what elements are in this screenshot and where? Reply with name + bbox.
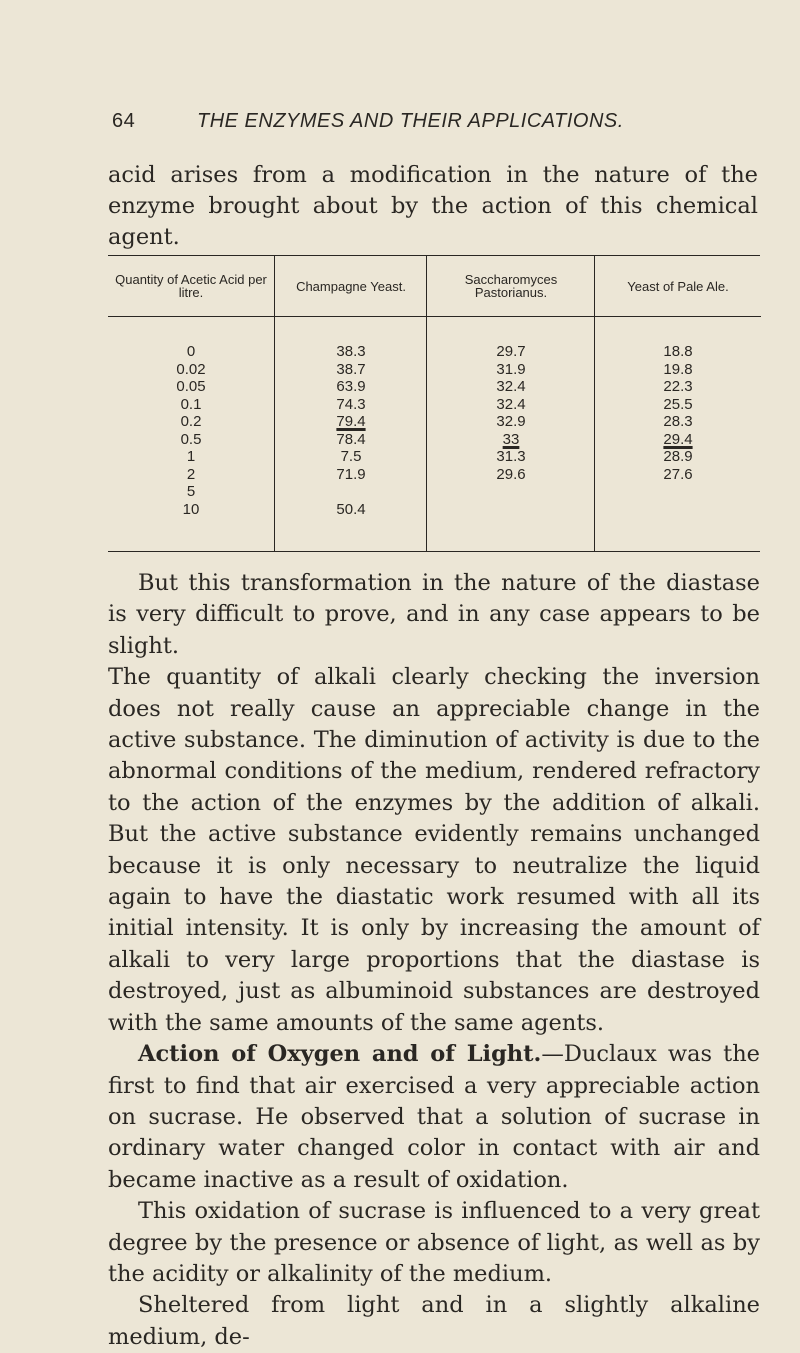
table-cell: 33 [502,430,520,448]
paragraph-text: —Duclaux was the first to find that air exercised a very appreciable action on sucrase. He observed that a solution of sucrase in ordinary water changed color in contact with air and became inactive as a result of oxidation. [108,1041,760,1193]
table-cell: 2 [186,465,196,483]
table-cell: 71.9 [336,465,366,483]
table-cell: 32.4 [496,395,526,413]
table-cell: 31.9 [496,360,526,378]
table-cell: 28.9 [663,448,693,465]
table-cell: 79.4 [336,413,366,430]
table-cell: 19.8 [663,360,693,378]
table-cell: 50.4 [336,500,366,518]
table-cell: 0.02 [176,360,206,378]
table-cell: 29.6 [496,465,526,483]
table-column-pale-ale-yeast [594,256,761,551]
table-cell: 31.3 [496,448,526,465]
table-cell: 74.3 [336,395,366,413]
page-number: 64 [112,110,136,132]
table-cell: 0.1 [180,395,202,413]
table-cell: 38.7 [336,360,366,378]
table-cell: 29.7 [496,343,526,360]
table-values [427,317,595,518]
table-cell: 22.3 [663,378,693,395]
data-table [108,255,760,552]
table-cell [427,483,595,501]
running-head-title: THE ENZYMES AND THEIR APPLICATIONS. [197,110,624,132]
table-cell: 27.6 [663,465,693,483]
body-text [108,568,760,1353]
table-cell: 29.4 [663,430,693,448]
paragraph: Sheltered from light and in a slightly alkaline medium, de- [108,1292,760,1350]
table-cell: 10 [182,500,200,518]
table-values [108,317,274,518]
table-column-saccharomyces [426,256,595,551]
table-cell: 0 [186,343,196,360]
paragraph: The quantity of alkali clearly checking the inversion does not really cause an appreciable change in the active substance. The diminution of activity is due to the abnormal conditions of the medium, rendered refractory to the action of the enzymes by the addition of alkali. But the active substance evidently remains unchanged because it is only necessary to neutralize the liquid again to have the diastatic work resumed with all its initial intensity. It is only by increasing the amount of alkali to very large proportions that the diastase is destroyed, just as albuminoid substances are destroyed with the same amounts of the same agents. [108,664,760,1036]
paragraph-action-of-oxygen [108,1039,760,1196]
table-cell: 5 [186,483,196,500]
paragraph: This oxidation of sucrase is influenced to a very great degree by the presence or absence of light, as well as by the acidity or alkalinity of the medium. [108,1198,760,1287]
table-cell: 25.5 [663,395,693,413]
table-cell: 78.4 [336,430,366,448]
table-cell [595,483,761,501]
table-cell: 1 [186,448,196,465]
table-cell: 0.2 [180,413,202,430]
table-cell [427,501,595,519]
table-cell: 32.9 [496,413,526,430]
table-cell: 32.4 [496,378,526,395]
section-heading: Action of Oxygen and of Light. [138,1041,542,1068]
table-cell: 38.3 [336,343,366,360]
table-column-acetic-acid [108,256,274,551]
table-cell [275,483,427,501]
table-header: Quantity of Acetic Acid per litre. [108,256,274,317]
table-header: Saccharomyces Pastorianus. [427,256,595,317]
table-cell: 7.5 [340,448,362,465]
table-header: Yeast of Pale Ale. [595,256,761,317]
table-values [275,317,427,518]
table-header: Champagne Yeast. [275,256,427,317]
paragraph: But this transformation in the nature of the diastase is very difficult to prove, and in any case appears to be slight. [108,570,760,659]
table-cell [595,501,761,519]
table-column-champagne-yeast [274,256,427,551]
table-cell: 0.05 [176,378,206,395]
table-cell: 18.8 [663,343,693,360]
table-values [595,317,761,518]
table-cell: 63.9 [336,378,366,395]
table-cell: 28.3 [663,413,693,430]
table-cell: 0.5 [180,430,202,448]
intro-paragraph: acid arises from a modification in the nature of the enzyme brought about by the action of this chemical agent. [108,162,758,250]
